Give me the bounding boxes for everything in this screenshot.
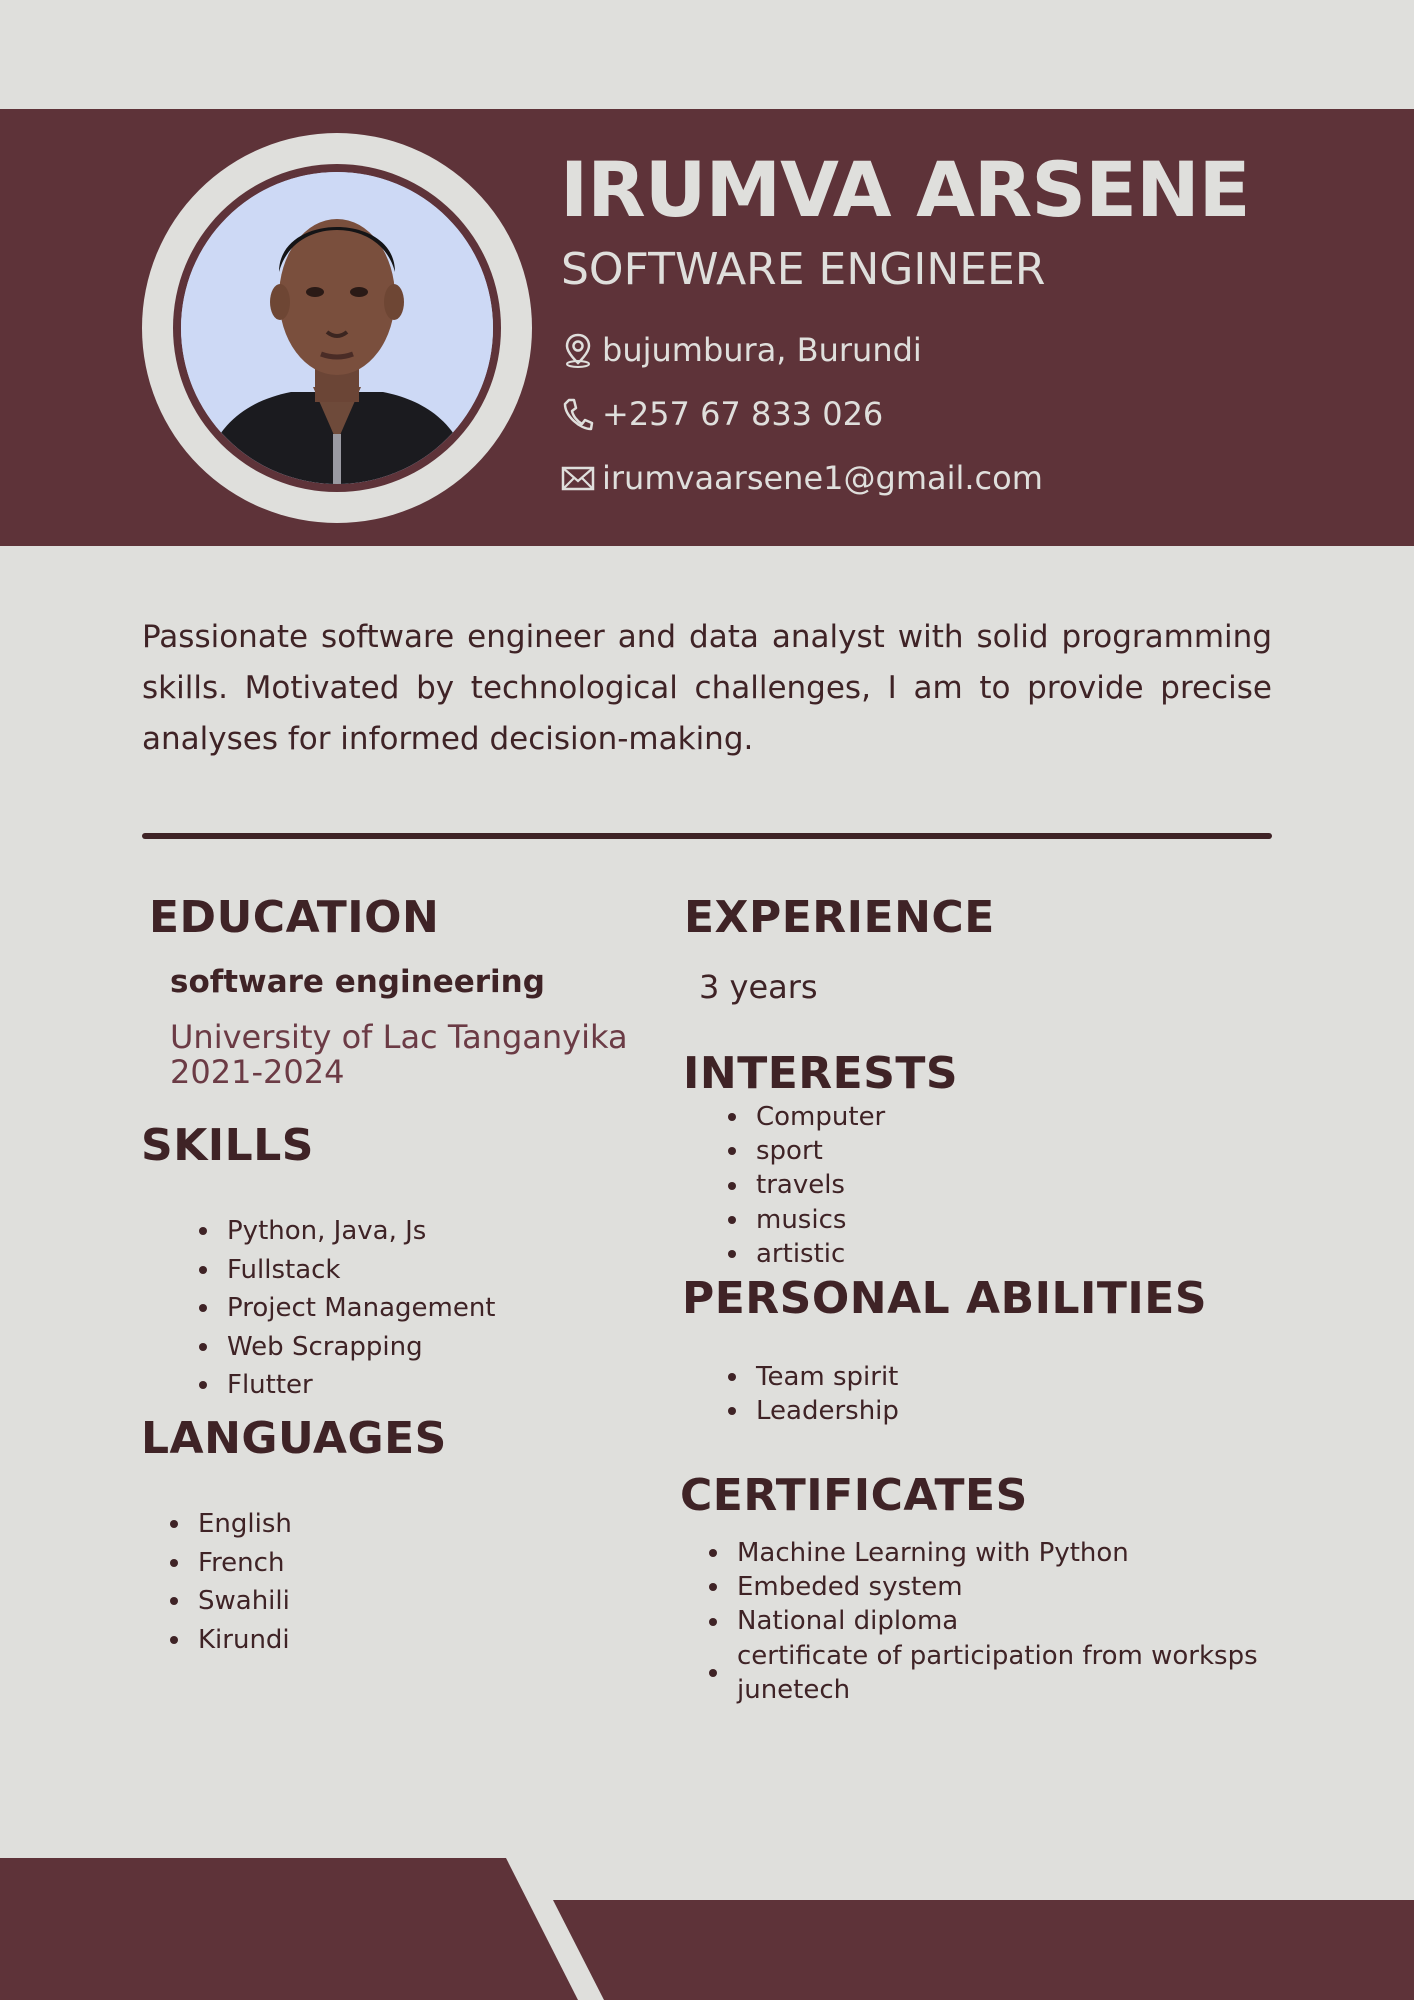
certificates-heading: CERTIFICATES: [680, 1470, 1028, 1521]
skills-list: [227, 1212, 496, 1405]
education-degree: software engineering: [170, 964, 545, 1000]
list-item: Leadership: [756, 1394, 899, 1428]
list-item: Swahili: [198, 1582, 292, 1621]
job-title: SOFTWARE ENGINEER: [561, 244, 1046, 295]
list-item: travels: [756, 1168, 885, 1202]
personal-abilities-heading: PERSONAL ABILITIES: [682, 1273, 1208, 1324]
list-item: Kirundi: [198, 1621, 292, 1660]
list-item: English: [198, 1505, 292, 1544]
location-text: bujumbura, Burundi: [602, 331, 922, 369]
location-pin-icon: [560, 332, 596, 368]
list-item: Project Management: [227, 1289, 496, 1328]
list-item: sport: [756, 1134, 885, 1168]
skills-heading: SKILLS: [141, 1120, 314, 1171]
envelope-icon: [560, 460, 596, 496]
list-item: French: [198, 1544, 292, 1583]
education-heading: EDUCATION: [149, 892, 440, 943]
interests-list: [756, 1100, 885, 1271]
list-item: Embeded system: [737, 1570, 1277, 1604]
contact-email[interactable]: [560, 458, 1043, 498]
email-text[interactable]: irumvaarsene1@gmail.com: [602, 459, 1043, 497]
profile-photo: [181, 172, 493, 484]
list-item: Computer: [756, 1100, 885, 1134]
languages-list: [198, 1505, 292, 1659]
list-item: Team spirit: [756, 1360, 899, 1394]
footer-decoration: [0, 1858, 1414, 2000]
list-item: Web Scrapping: [227, 1328, 496, 1367]
list-item: artistic: [756, 1237, 885, 1271]
interests-heading: INTERESTS: [683, 1048, 959, 1099]
list-item: Machine Learning with Python: [737, 1536, 1277, 1570]
education-years: 2021-2024: [170, 1053, 345, 1091]
list-item: Python, Java, Js: [227, 1212, 496, 1251]
candidate-name: IRUMVA ARSENE: [560, 145, 1250, 234]
profile-summary: Passionate software engineer and data analyst with solid programming skills. Motivated by technological challenges, I am to provide precise analyses for informed decision-making.: [142, 619, 1272, 757]
contact-location: [560, 330, 922, 370]
phone-icon: [560, 396, 596, 432]
languages-heading: LANGUAGES: [141, 1413, 447, 1464]
education-school: University of Lac Tanganyika: [170, 1018, 628, 1056]
personal-abilities-list: [756, 1360, 899, 1428]
list-item: National diploma: [737, 1604, 1277, 1638]
list-item: Fullstack: [227, 1251, 496, 1290]
list-item: musics: [756, 1203, 885, 1237]
list-item: Flutter: [227, 1366, 496, 1405]
section-divider: [142, 833, 1272, 839]
certificates-list: [737, 1536, 1277, 1707]
contact-phone: [560, 394, 883, 434]
education-school-block: [170, 1020, 628, 1090]
experience-heading: EXPERIENCE: [684, 892, 995, 943]
phone-text: +257 67 833 026: [602, 395, 884, 433]
list-item: certificate of participation from worksps junetech: [737, 1639, 1277, 1707]
experience-value: 3 years: [699, 968, 818, 1006]
